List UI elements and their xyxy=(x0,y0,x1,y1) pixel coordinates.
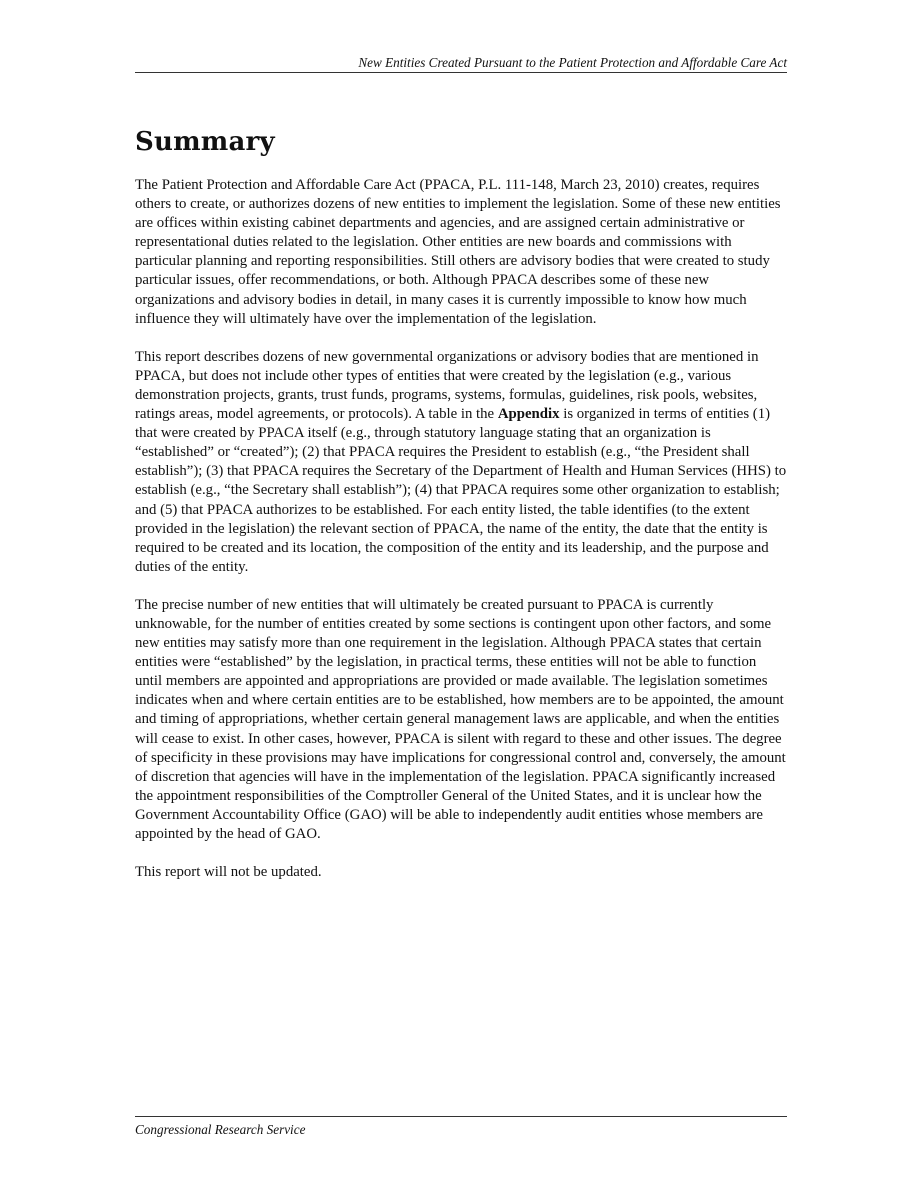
paragraph-2-text-end: is organized in terms of entities (1) that were created by PPACA itself (e.g., through statutory language stating that an organization is “established” or “created”); (2) that PPACA requires the President to establish (e.g., “the President shall establish”); (3) that PPACA requires the Secretary of the Department of Health and Human Services (HHS) to establish (e.g., “the Secretary shall establish”); (4) that PPACA requires some other organization to establish; and (5) that PPACA authorizes to be established. For each entity listed, the table identifies (to the extent provided in the legislation) the relevant section of PPACA, the name of the entity, the date that the entity is required to be created and its location, the composition of the entity and its leadership, and the purpose and duties of the entity. xyxy=(135,406,787,575)
summary-paragraph-1: The Patient Protection and Affordable Care Act (PPACA, P.L. 111-148, March 23, 2010) creates, requires others to create, or authorizes dozens of new entities to implement the legislation. Some of these new entities are offices within existing cabinet departments and agencies, and are assigned certain administrative or representational duties related to the legislation. Other entities are new boards and commissions with particular planning and reporting responsibilities. Still others are advisory bodies that were created to study particular issues, offer recommendations, or both. Although PPACA describes some of these new organizations and advisory bodies in detail, in many cases it is currently impossible to know how much influence they will ultimately have over the implementation of the legislation. xyxy=(135,177,781,327)
appendix-reference: Appendix xyxy=(497,406,560,423)
summary-paragraph-3: The precise number of new entities that will ultimately be created pursuant to PPACA is currently unknowable, for the number of entities created by some sections is contingent upon other factors, and some new entities may satisfy more than one requirement in the legislation. Although PPACA states that certain entities were “established” by the legislation, in practical terms, these entities will not be able to function until members are appointed and appropriations are provided or made available. The legislation sometimes indicates when and where certain entities are to be established, how members are to be appointed, the amount and timing of appropriations, whether certain general management laws are applicable, and when the entities will cease to exist. In other cases, however, PPACA is silent with regard to these and other issues. The degree of specificity in these provisions may have implications for congressional control and, conversely, the amount of discretion that agencies will have in the implementation of the legislation. PPACA significantly increased the appointment responsibilities of the Comptroller General of the United States, and it is unclear how the Government Accountability Office (GAO) will be able to independently audit entities whose members are appointed by the head of GAO. xyxy=(135,596,786,842)
summary-paragraph-4: This report will not be updated. xyxy=(135,864,322,881)
summary-body xyxy=(135,176,787,882)
section-heading-summary: Summary xyxy=(135,127,275,157)
running-footer: Congressional Research Service xyxy=(135,1116,787,1138)
summary-paragraph-2 xyxy=(135,348,787,577)
running-header: New Entities Created Pursuant to the Patient Protection and Affordable Care Act xyxy=(135,54,787,73)
paragraph-2-text-start: This report describes dozens of new governmental organizations or advisory bodies that are mentioned in PPACA, but does not include other types of entities that were created by the legislation (e.g., various demonstration projects, grants, trust funds, programs, systems, formulas, guidelines, risk pools, websites, ratings areas, model agreements, or protocols). A table in the xyxy=(135,348,759,423)
